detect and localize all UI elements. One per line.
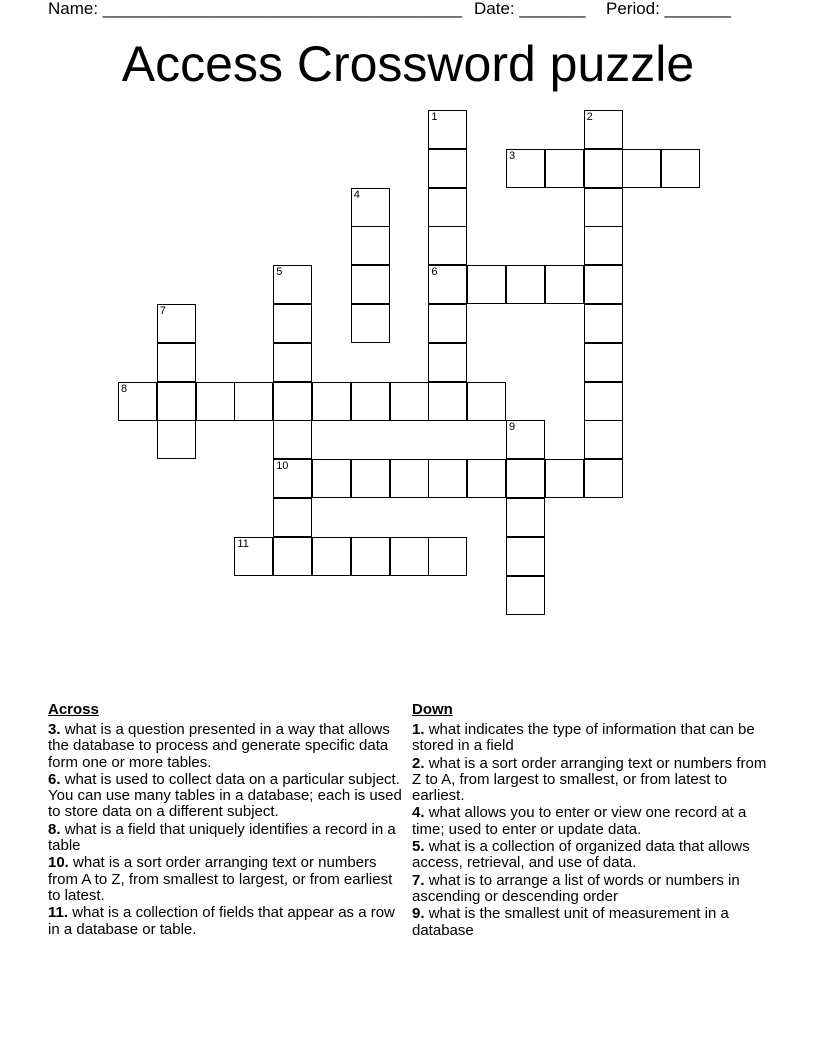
down-clue: 9. what is the smallest unit of measurement in a database bbox=[412, 905, 729, 939]
crossword-cell[interactable] bbox=[661, 149, 700, 188]
across-clue: 11. what is a collection of fields that appear as a row in a database or table. bbox=[48, 904, 395, 938]
down-clues bbox=[412, 702, 772, 940]
across-heading: Across bbox=[48, 701, 99, 718]
across-clues bbox=[48, 702, 408, 939]
crossword-cell[interactable] bbox=[157, 382, 196, 421]
clue-number: 4 bbox=[353, 188, 360, 201]
crossword-cell[interactable] bbox=[545, 149, 584, 188]
crossword-cell[interactable] bbox=[428, 149, 467, 188]
crossword-cell[interactable] bbox=[584, 188, 623, 227]
crossword-cell[interactable] bbox=[467, 459, 506, 498]
crossword-cell[interactable] bbox=[428, 304, 467, 343]
crossword-cell[interactable] bbox=[312, 459, 351, 498]
crossword-cell[interactable] bbox=[273, 343, 312, 382]
clue-number: 8 bbox=[121, 382, 128, 395]
crossword-cell[interactable] bbox=[234, 537, 273, 576]
crossword-cell[interactable] bbox=[428, 382, 467, 421]
crossword-cell[interactable] bbox=[157, 304, 196, 343]
crossword-cell[interactable] bbox=[545, 459, 584, 498]
crossword-cell[interactable] bbox=[428, 343, 467, 382]
crossword-cell[interactable] bbox=[584, 149, 623, 188]
crossword-cell[interactable] bbox=[312, 537, 351, 576]
crossword-cell[interactable] bbox=[351, 304, 390, 343]
crossword-cell[interactable] bbox=[545, 265, 584, 304]
crossword-cell[interactable] bbox=[506, 149, 545, 188]
period-field-label[interactable]: Period: _______ bbox=[606, 0, 731, 18]
across-clue: 3. what is a question presented in a way that allows the database to process and generate specific data form one or more tables. bbox=[48, 721, 390, 771]
crossword-cell[interactable] bbox=[273, 498, 312, 537]
crossword-cell[interactable] bbox=[351, 265, 390, 304]
crossword-cell[interactable] bbox=[351, 537, 390, 576]
crossword-cell[interactable] bbox=[584, 459, 623, 498]
crossword-cell[interactable] bbox=[234, 382, 273, 421]
across-clue: 10. what is a sort order arranging text or numbers from A to Z, from smallest to largest, or from earliest to latest. bbox=[48, 854, 393, 904]
crossword-cell[interactable] bbox=[584, 265, 623, 304]
crossword-cell[interactable] bbox=[428, 188, 467, 227]
crossword-cell[interactable] bbox=[428, 265, 467, 304]
crossword-cell[interactable] bbox=[351, 226, 390, 265]
clue-number: 3 bbox=[509, 149, 516, 162]
across-clue: 6. what is used to collect data on a particular subject. You can use many tables in a database; each is used to store data on a different subject. bbox=[48, 770, 402, 821]
crossword-cell[interactable] bbox=[584, 226, 623, 265]
crossword-cell[interactable] bbox=[157, 420, 196, 459]
crossword-cell[interactable] bbox=[506, 459, 545, 498]
crossword-cell[interactable] bbox=[273, 265, 312, 304]
crossword-cell[interactable] bbox=[467, 265, 506, 304]
page-title: Access Crossword puzzle bbox=[121, 36, 695, 92]
crossword-cell[interactable] bbox=[584, 110, 623, 149]
clue-number: 6 bbox=[431, 266, 438, 279]
crossword-cell[interactable] bbox=[428, 226, 467, 265]
crossword-cell[interactable] bbox=[273, 459, 312, 498]
crossword-cell[interactable] bbox=[157, 343, 196, 382]
crossword-cell[interactable] bbox=[622, 149, 661, 188]
crossword-cell[interactable] bbox=[467, 382, 506, 421]
crossword-cell[interactable] bbox=[273, 420, 312, 459]
clue-number: 7 bbox=[159, 305, 166, 317]
crossword-cell[interactable] bbox=[584, 343, 623, 382]
down-clue: 1. what indicates the type of information that can be stored in a field bbox=[412, 721, 755, 755]
crossword-cell[interactable] bbox=[351, 382, 390, 421]
across-clue: 8. what is a field that uniquely identifies a record in a table bbox=[48, 820, 396, 855]
down-clue: 4. what allows you to enter or view one record at a time; used to enter or update data. bbox=[412, 804, 747, 838]
down-clue: 2. what is a sort order arranging text or numbers from Z to A, from largest to smallest, or from latest to earliest. bbox=[412, 754, 767, 805]
crossword-cell[interactable] bbox=[428, 537, 467, 576]
crossword-cell[interactable] bbox=[584, 304, 623, 343]
down-clue: 7. what is to arrange a list of words or numbers in ascending or descending order bbox=[412, 871, 740, 905]
clue-number: 11 bbox=[237, 537, 249, 550]
crossword-cell[interactable] bbox=[584, 382, 623, 421]
name-field-label[interactable]: Name: ______________________________________ bbox=[48, 0, 463, 18]
crossword-cell[interactable] bbox=[273, 537, 312, 576]
clue-number: 1 bbox=[431, 111, 438, 123]
crossword-cell[interactable] bbox=[390, 459, 429, 498]
down-clue: 5. what is a collection of organized data that allows access, retrieval, and use of data. bbox=[412, 838, 750, 872]
crossword-cell[interactable] bbox=[351, 188, 390, 227]
crossword-cell[interactable] bbox=[390, 537, 429, 576]
crossword-cell[interactable] bbox=[273, 382, 312, 421]
crossword-cell[interactable] bbox=[118, 382, 157, 421]
down-heading: Down bbox=[412, 701, 453, 718]
clue-number: 2 bbox=[586, 111, 593, 123]
crossword-cell[interactable] bbox=[196, 382, 235, 421]
crossword-cell[interactable] bbox=[428, 110, 467, 149]
crossword-cell[interactable] bbox=[506, 420, 545, 459]
crossword-cell[interactable] bbox=[506, 537, 545, 576]
crossword-cell[interactable] bbox=[428, 459, 467, 498]
crossword-cell[interactable] bbox=[584, 420, 623, 459]
crossword-cell[interactable] bbox=[390, 382, 429, 421]
crossword-cell[interactable] bbox=[273, 304, 312, 343]
clue-number: 9 bbox=[509, 421, 516, 434]
crossword-cell[interactable] bbox=[506, 498, 545, 537]
crossword-cell[interactable] bbox=[312, 382, 351, 421]
crossword-cell[interactable] bbox=[506, 265, 545, 304]
crossword-cell[interactable] bbox=[351, 459, 390, 498]
clue-number: 10 bbox=[276, 460, 289, 473]
crossword-cell[interactable] bbox=[506, 576, 545, 615]
date-field-label[interactable]: Date: _______ bbox=[474, 0, 586, 18]
clue-number: 5 bbox=[276, 266, 283, 279]
